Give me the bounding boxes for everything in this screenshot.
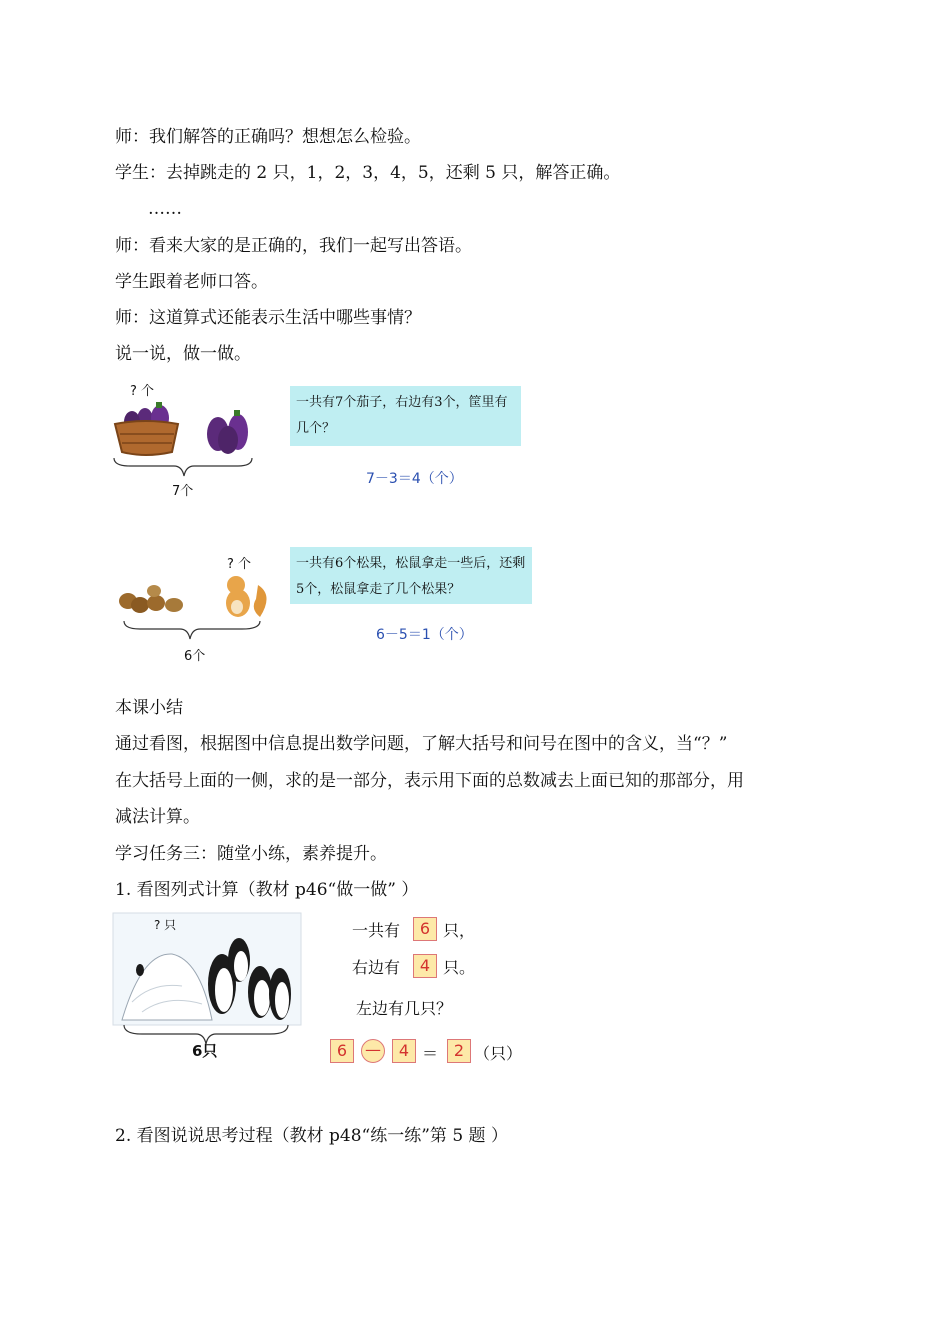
eq-equals: ＝ [422, 1044, 439, 1063]
teacher-question-line: 师：我们解答的正确吗？想想怎么检验。 [115, 127, 421, 147]
equation: 6－5＝1（个） [376, 627, 473, 643]
exercise-2-heading: 2. 看图说说思考过程（教材 p48“练一练”第 5 题 ） [115, 1126, 508, 1146]
eggplant-figure [110, 376, 530, 499]
summary-line-2: 在大括号上面的一侧，求的是一部分，表示用下面的总数减去上面已知的那部分，用 [115, 771, 744, 791]
student-answer-line: 学生：去掉跳走的 2 只，1，2，3，4，5，还剩 5 只，解答正确。 [115, 163, 621, 183]
teacher-prompt-line: 师：这道算式还能表示生活中哪些事情？ [115, 308, 421, 328]
summary-title: 本课小结 [115, 698, 183, 718]
question-label: ? 个 [227, 557, 252, 572]
total-label: 7个 [172, 484, 194, 499]
right-count-pre: 右边有 [352, 958, 401, 977]
question-label: ? 只 [154, 918, 177, 932]
total-count-pre: 一共有 [352, 921, 401, 940]
exercise-1-heading: 1. 看图列式计算（教材 p46“做一做” ） [115, 880, 419, 900]
total-count-box: 6 [413, 917, 437, 941]
ellipsis-line: …… [148, 199, 182, 219]
right-count-post: 只。 [443, 958, 476, 977]
eq-result: 2 [447, 1039, 471, 1063]
student-respond-line: 学生跟着老师口答。 [115, 272, 268, 292]
right-count-box: 4 [413, 954, 437, 978]
total-label: 6个 [184, 649, 206, 664]
eq-unit: （只） [474, 1044, 523, 1063]
summary-line-3: 减法计算。 [115, 807, 200, 827]
question-label: ? 个 [130, 384, 155, 399]
equation: 7－3＝4（个） [366, 471, 463, 487]
task3-heading: 学习任务三：随堂小练，素养提升。 [115, 844, 387, 864]
eq-operand-a: 6 [330, 1039, 354, 1063]
total-label: 6只 [192, 1042, 218, 1060]
eq-operator: — [361, 1039, 385, 1063]
summary-line-1: 通过看图，根据图中信息提出数学问题，了解大括号和问号在图中的含义，当“？” [115, 734, 728, 754]
eq-operand-b: 4 [392, 1039, 416, 1063]
teacher-answer-line: 师：看来大家的是正确的，我们一起写出答语。 [115, 236, 472, 256]
total-count-post: 只， [443, 921, 476, 940]
problem-box: 一共有6个松果，松鼠拿走一些后，还剩5个，松鼠拿走了几个松果？ [290, 547, 532, 604]
left-question: 左边有几只？ [356, 999, 453, 1018]
say-do-line: 说一说，做一做。 [115, 344, 251, 364]
penguin-figure [112, 912, 532, 1072]
problem-box: 一共有7个茄子，右边有3个，筐里有几个？ [290, 386, 521, 446]
pinecone-figure [110, 545, 540, 665]
